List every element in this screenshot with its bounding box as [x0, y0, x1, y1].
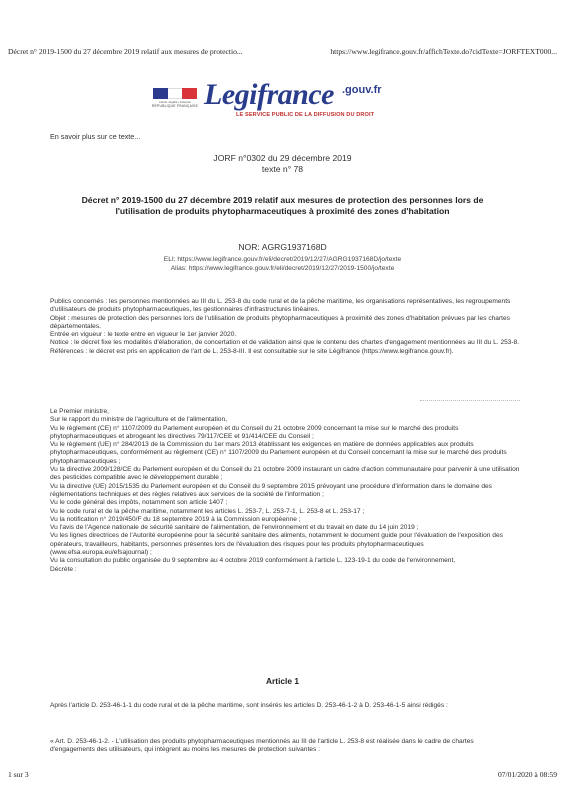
visa-line: Vu la directive 2009/128/CE du Parlement européen et du Conseil du 21 octobre 2009 instaurant un cadre d'action communautaire pour parvenir à une utilisation des pesticides compatible avec le développement durable ; — [50, 466, 520, 482]
article-1-intro-text: Après l'article D. 253-46-1-1 du code rural et de la pêche maritime, sont insérés les articles D. 253-46-1-2 à D. 253-46-1-5 ainsi rédigés : — [50, 702, 448, 709]
visa-line: Vu la notification n° 2019/450/F du 18 septembre 2019 à la Commission européenne ; — [50, 515, 301, 523]
visa-line: Vu le code général des impôts, notamment son article 1407 ; — [50, 499, 228, 507]
print-footer — [8, 770, 557, 779]
logo-tagline: LE SERVICE PUBLIC DE LA DIFFUSION DU DROIT — [236, 112, 375, 118]
visa-decrete: Décrète : — [50, 565, 77, 573]
legifrance-logo — [150, 78, 430, 122]
logo-suffix: .gouv.fr — [342, 84, 382, 96]
visa-line: Vu l'avis de l'Agence nationale de sécurité sanitaire de l'alimentation, de l'environnement et du travail en date du 14 juin 2019 ; — [50, 524, 419, 532]
texte-number: texte n° 78 — [261, 164, 304, 174]
visa-line: Vu la consultation du public organisée du 9 septembre au 4 octobre 2019 conformément à l'article L. 123-19-1 du code de l'environnement, — [50, 557, 456, 565]
notice-references: Références : le décret est pris en application de l'art de L. 253-8-III. Il est consultable sur le site Légifrance (https://www.legifrance.gouv.fr). — [50, 347, 454, 355]
article-1-text — [50, 738, 520, 755]
article-1-intro — [50, 702, 520, 710]
alias-link[interactable]: Alias: https://www.legifrance.gouv.fr/eli/decret/2019/12/27/2019-1500/jo/texte — [170, 265, 395, 272]
logo-motto: Liberté • Égalité • Fraternité — [159, 101, 191, 104]
eli-link[interactable]: ELI: https://www.legifrance.gouv.fr/eli/decret/2019/12/27/AGRG1937168D/jo/texte — [163, 256, 402, 263]
print-header-title: Décret n° 2019-1500 du 27 décembre 2019 relatif aux mesures de protectio... — [8, 47, 243, 56]
notice-publics: Publics concernés : les personnes mentionnées au III du L. 253-8 du code rural et de la pêche maritime, les organisations représentatives, les regroupements d'utilisateurs de produits phytopharmaceutiques, les gestionnaires d'infrastructures linéaires. — [50, 298, 511, 314]
visa-line: Vu le code rural et de la pêche maritime, notamment les articles L. 253-7, L. 253-7-1, L. 253-8 et L. 253-17 ; — [50, 507, 365, 515]
visa-line: Vu le règlement (CE) n° 1107/2009 du Parlement européen et du Conseil du 21 octobre 2009 concernant la mise sur le marché des produits phytopharmaceutiques et abrogeant les directives 79/117/CEE et 91/414/CEE du Conseil ; — [50, 424, 459, 440]
notice-entree-vigueur: Entrée en vigueur : le texte entre en vigueur le 1er janvier 2020. — [50, 331, 237, 339]
nor-reference: NOR: AGRG1937168D — [238, 242, 327, 252]
eli-links — [0, 255, 565, 273]
print-header — [8, 47, 557, 56]
print-date: 07/01/2020 à 08:59 — [497, 770, 557, 779]
visa-line: Vu les lignes directrices de l'Autorité européenne pour la sécurité sanitaire des aliments, notamment le document guide pour l'évaluation de l'exposition des opérateurs, travailleurs, habitants, personnes présentes lors de l'évaluation des risques pour les produits phytopharmaceutiques (www.efsa.europa.eu/efsajournal) ; — [50, 532, 503, 557]
jorf-number: JORF n°0302 du 29 décembre 2019 — [213, 153, 352, 163]
print-header-url: https://www.legifrance.gouv.fr/affichTexte.do?cidTexte=JORFTEXT000... — [330, 47, 557, 56]
dotted-separator — [420, 400, 520, 401]
article-1-heading: Article 1 — [265, 676, 300, 686]
notice-block — [50, 298, 520, 356]
page-number: 1 sur 3 — [8, 770, 29, 779]
french-flag-icon — [153, 88, 197, 99]
logo-name: Legifrance — [204, 78, 334, 111]
visa-line: Sur le rapport du ministre de l'agriculture et de l'alimentation, — [50, 416, 227, 424]
visa-line: Vu le règlement (UE) n° 284/2013 de la Commission du 1er mars 2013 établissant les exigences en matière de données applicables aux produits phytopharmaceutiques, conformément au règlement (CE) n° 1107/2009 du Parlement européen et du Conseil concernant la mise sur le marché des produits phytopharmaceutiques ; — [50, 441, 507, 465]
decree-title: Décret n° 2019-1500 du 27 décembre 2019 relatif aux mesures de protection des personnes lors de l'utilisation de produits phytopharmaceutiques à proximité des zones d'habitation — [81, 195, 484, 216]
visa-line: Le Premier ministre, — [50, 408, 109, 415]
visa-line: Vu la directive (UE) 2015/1535 du Parlement européen et du Conseil du 9 septembre 2015 prévoyant une procédure d'information dans le domaine des réglementations techniques et des règles relatives aux services de la société de l'information ; — [50, 482, 492, 498]
notice-notice: Notice : le décret fixe les modalités d'élaboration, de concertation et de validation ainsi que le contenu des chartes d'engagement mentionnées au III du L. 253-8. — [50, 339, 520, 347]
notice-objet: Objet : mesures de protection des personnes lors de l'utilisation de produits phytopharmaceutiques à proximité des zones d'habitation prévues par les chartes départementales. — [50, 314, 510, 330]
marianne-logo — [150, 88, 200, 108]
visas-block — [50, 408, 520, 574]
article-1-body-text: « Art. D. 253-46-1-2. - L'utilisation des produits phytopharmaceutiques mentionnés au III de l'article L. 253-8 est réalisée dans le cadre de chartes d'engagements des utilisateurs, qui intègrent au moins les mesures de protection suivantes : — [50, 738, 474, 754]
jorf-reference — [0, 153, 565, 175]
logo-republique: RÉPUBLIQUE FRANÇAISE — [151, 104, 199, 108]
en-savoir-plus-link[interactable]: En savoir plus sur ce texte... — [50, 132, 141, 141]
